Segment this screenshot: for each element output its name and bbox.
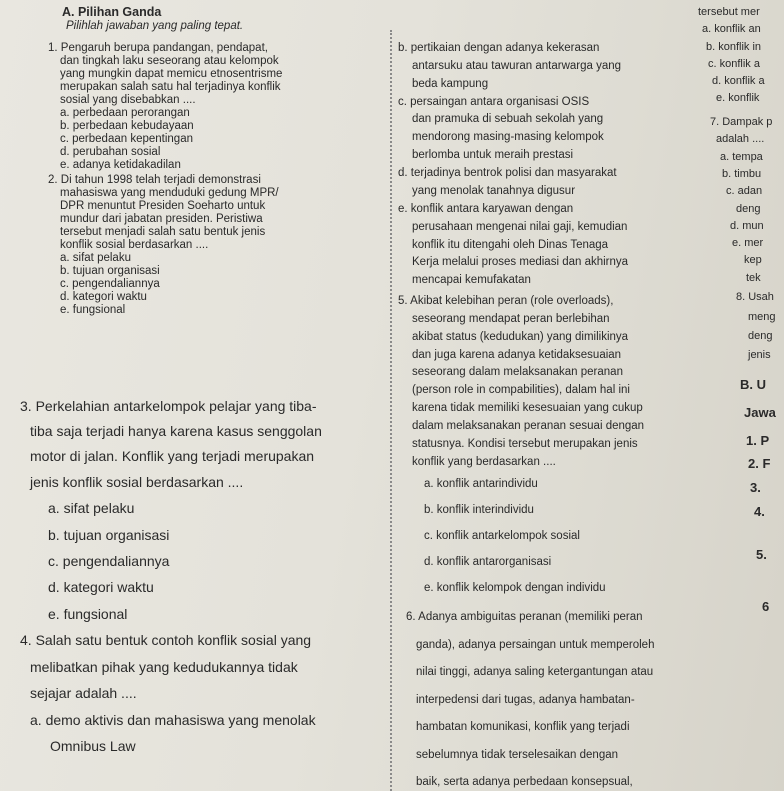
col2-text-line: d. konflik antarorganisasi xyxy=(424,556,552,569)
col2-text-line: karena tidak memiliki kesesuaian yang cukup xyxy=(412,402,643,415)
col2-text-line: seseorang mendapat peran berlebihan xyxy=(412,312,610,325)
col1-text-line: Pilihlah jawaban yang paling tepat. xyxy=(66,20,244,32)
col2-text-line: hambatan komunikasi, konflik yang terjadi xyxy=(416,721,630,734)
col1-text-line: e. fungsional xyxy=(60,304,126,316)
col3-text-line: b. konflik in xyxy=(706,40,762,53)
col1-text-line: tersebut menjadi salah satu bentuk jenis xyxy=(60,226,266,238)
col2-text-line: ganda), adanya persaingan untuk memperoleh xyxy=(416,638,655,651)
col3-text-line: tek xyxy=(746,271,761,284)
col3-text-line: 4. xyxy=(754,503,765,519)
col2-text-line: antarsuku atau tawuran antarwarga yang xyxy=(412,59,622,72)
col2-text-line: konflik yang berdasarkan .... xyxy=(412,455,556,468)
col2-text-line: perusahaan mengenai nilai gaji, kemudian xyxy=(412,220,628,233)
col1big-text-line: e. fungsional xyxy=(48,605,128,622)
col3-text-line: 5. xyxy=(756,547,767,563)
col3-text-line: d. mun xyxy=(730,219,764,232)
col1-text-line: konflik sosial berdasarkan .... xyxy=(60,239,209,251)
col1-text-line: b. perbedaan kebudayaan xyxy=(60,120,194,132)
col2-text-line: mendorong masing-masing kelompok xyxy=(412,131,604,144)
right-column-cropped xyxy=(692,0,784,791)
col1-text-line: b. tujuan organisasi xyxy=(60,265,160,277)
col3-text-line: 3. xyxy=(750,480,761,496)
col2-text-line: 6. Adanya ambiguitas peranan (memiliki peran xyxy=(406,611,643,624)
col1-text-line: 1. Pengaruh berupa pandangan, pendapat, xyxy=(48,42,268,54)
col2-text-line: yang menolak tanahnya digusur xyxy=(412,184,576,197)
col1-text-line: c. pengendaliannya xyxy=(60,278,160,290)
col3-text-line: e. konflik xyxy=(716,92,760,105)
col2-text-line: a. konflik antarindividu xyxy=(424,477,538,490)
col3-text-line: kep xyxy=(744,254,762,267)
col2-text-line: dan pramuka di sebuah sekolah yang xyxy=(412,113,604,126)
col3-text-line: c. adan xyxy=(726,185,763,198)
col2-text-line: d. terjadinya bentrok polisi dan masyarakat xyxy=(398,167,617,180)
col2-text-line: interpedensi dari tugas, adanya hambatan- xyxy=(416,693,635,706)
col2-text-line: c. persaingan antara organisasi OSIS xyxy=(398,95,590,108)
col3-text-line: adalah .... xyxy=(716,133,765,146)
col3-text-line: meng xyxy=(748,310,776,323)
col3-text-line: deng xyxy=(736,202,761,215)
col3-text-line: d. konflik a xyxy=(712,75,765,88)
col2-text-line: e. konflik antara karyawan dengan xyxy=(398,202,574,215)
col2-text-line: baik, serta adanya perbedaan konsepsual, xyxy=(416,776,633,788)
col2-text-line: dalam melaksanakan peranan sesuai dengan xyxy=(412,419,645,432)
col2-text-line: c. konflik antarkelompok sosial xyxy=(424,529,580,542)
col2-text-line: beda kampung xyxy=(412,77,489,90)
col1big-text-line: b. tujuan organisasi xyxy=(48,526,170,543)
col1big-text-line: c. pengendaliannya xyxy=(48,552,170,569)
col1big-text-line: motor di jalan. Konflik yang terjadi merupakan xyxy=(30,448,315,465)
col1big-text-line: a. sifat pelaku xyxy=(48,500,135,517)
col3-text-line: a. konflik an xyxy=(702,23,761,36)
col2-text-line: mencapai kemufakatan xyxy=(412,274,531,287)
col1-text-line: c. perbedaan kepentingan xyxy=(60,133,193,145)
col2-text-line: 5. Akibat kelebihan peran (role overloads), xyxy=(398,294,614,307)
col3-text-line: 2. F xyxy=(748,456,771,472)
col3-text-line: deng xyxy=(748,330,773,342)
col1big-text-line: 3. Perkelahian antarkelompok pelajar yang tiba- xyxy=(20,398,317,414)
col3-text-line: 6 xyxy=(762,599,770,614)
col1-text-line: e. adanya ketidakadilan xyxy=(60,159,181,171)
col1-text-line: 2. Di tahun 1998 telah terjadi demonstrasi xyxy=(48,174,261,186)
col1big-text-line: Omnibus Law xyxy=(50,738,136,754)
col2-text-line: (person role in compabilities), dalam hal ini xyxy=(412,384,630,397)
col1-text-line: d. kategori waktu xyxy=(60,291,147,303)
col1-text-line: a. perbedaan perorangan xyxy=(60,107,190,119)
col1-text-line: merupakan salah satu hal terjadinya konflik xyxy=(60,81,281,93)
col1big-text-line: jenis konflik sosial berdasarkan .... xyxy=(30,473,244,490)
col2-text-line: dan juga karena adanya ketidaksesuaian xyxy=(412,348,622,361)
col1big-text-line: 4. Salah satu bentuk contoh konflik sosial yang xyxy=(20,632,312,649)
col2-text-line: konflik itu ditengahi oleh Dinas Tenaga xyxy=(412,238,609,251)
col3-text-line: Jawa xyxy=(744,404,776,420)
col2-text-line: statusnya. Kondisi tersebut merupakan jenis xyxy=(412,437,638,450)
col1-text-line: DPR menuntut Presiden Soeharto untuk xyxy=(60,200,266,212)
col1big-text-line: melibatkan pihak yang kedudukannya tidak xyxy=(30,658,298,675)
left-column-large-text xyxy=(0,0,388,791)
middle-column xyxy=(398,0,690,791)
col3-text-line: a. tempa xyxy=(720,150,763,163)
col2-text-line: e. konflik kelompok dengan individu xyxy=(424,582,606,595)
col1-text-line: d. perubahan sosial xyxy=(60,146,161,158)
col2-text-line: akibat status (kedudukan) yang dimilikinya xyxy=(412,330,629,343)
col3-text-line: e. mer xyxy=(732,237,764,250)
col3-text-line: 7. Dampak p xyxy=(710,116,773,129)
column-divider xyxy=(390,30,392,791)
col2-text-line: nilai tinggi, adanya saling ketergantungan atau xyxy=(416,666,654,679)
col1-text-line: mundur dari jabatan presiden. Peristiwa xyxy=(60,213,263,225)
col2-text-line: sebelumnya tidak terselesaikan dengan xyxy=(416,748,619,761)
col1-text-line: yang mungkin dapat memicu etnosentrisme xyxy=(60,68,283,80)
col2-text-line: b. konflik interindividu xyxy=(424,503,534,516)
col1-text-line: dan tingkah laku seseorang atau kelompok xyxy=(60,55,279,67)
col3-text-line: c. konflik a xyxy=(708,57,760,70)
col1-text-line: A. Pilihan Ganda xyxy=(62,5,162,19)
col1big-text-line: a. demo aktivis dan mahasiswa yang menolak xyxy=(30,711,316,728)
col3-text-line: b. timbu xyxy=(722,168,762,180)
col2-text-line: b. pertikaian dengan adanya kekerasan xyxy=(398,42,600,54)
col3-text-line: jenis xyxy=(748,349,771,362)
col3-text-line: tersebut mer xyxy=(698,6,760,18)
col1-text-line: sosial yang disebabkan .... xyxy=(60,94,196,106)
col1big-text-line: d. kategori waktu xyxy=(48,579,154,596)
col2-text-line: berlomba untuk meraih prestasi xyxy=(412,149,574,162)
col1big-text-line: tiba saja terjadi hanya karena kasus senggolan xyxy=(30,423,322,440)
col1big-text-line: sejajar adalah .... xyxy=(30,685,137,702)
col2-text-line: Kerja melalui proses mediasi dan akhirnya xyxy=(412,256,629,269)
col1-text-line: a. sifat pelaku xyxy=(60,252,131,264)
col1-text-line: mahasiswa yang menduduki gedung MPR/ xyxy=(60,187,279,199)
col3-text-line: 1. P xyxy=(746,432,770,448)
col3-text-line: B. U xyxy=(740,376,766,392)
col3-text-line: 8. Usah xyxy=(736,291,774,304)
col2-text-line: seseorang dalam melaksanakan peranan xyxy=(412,366,623,379)
